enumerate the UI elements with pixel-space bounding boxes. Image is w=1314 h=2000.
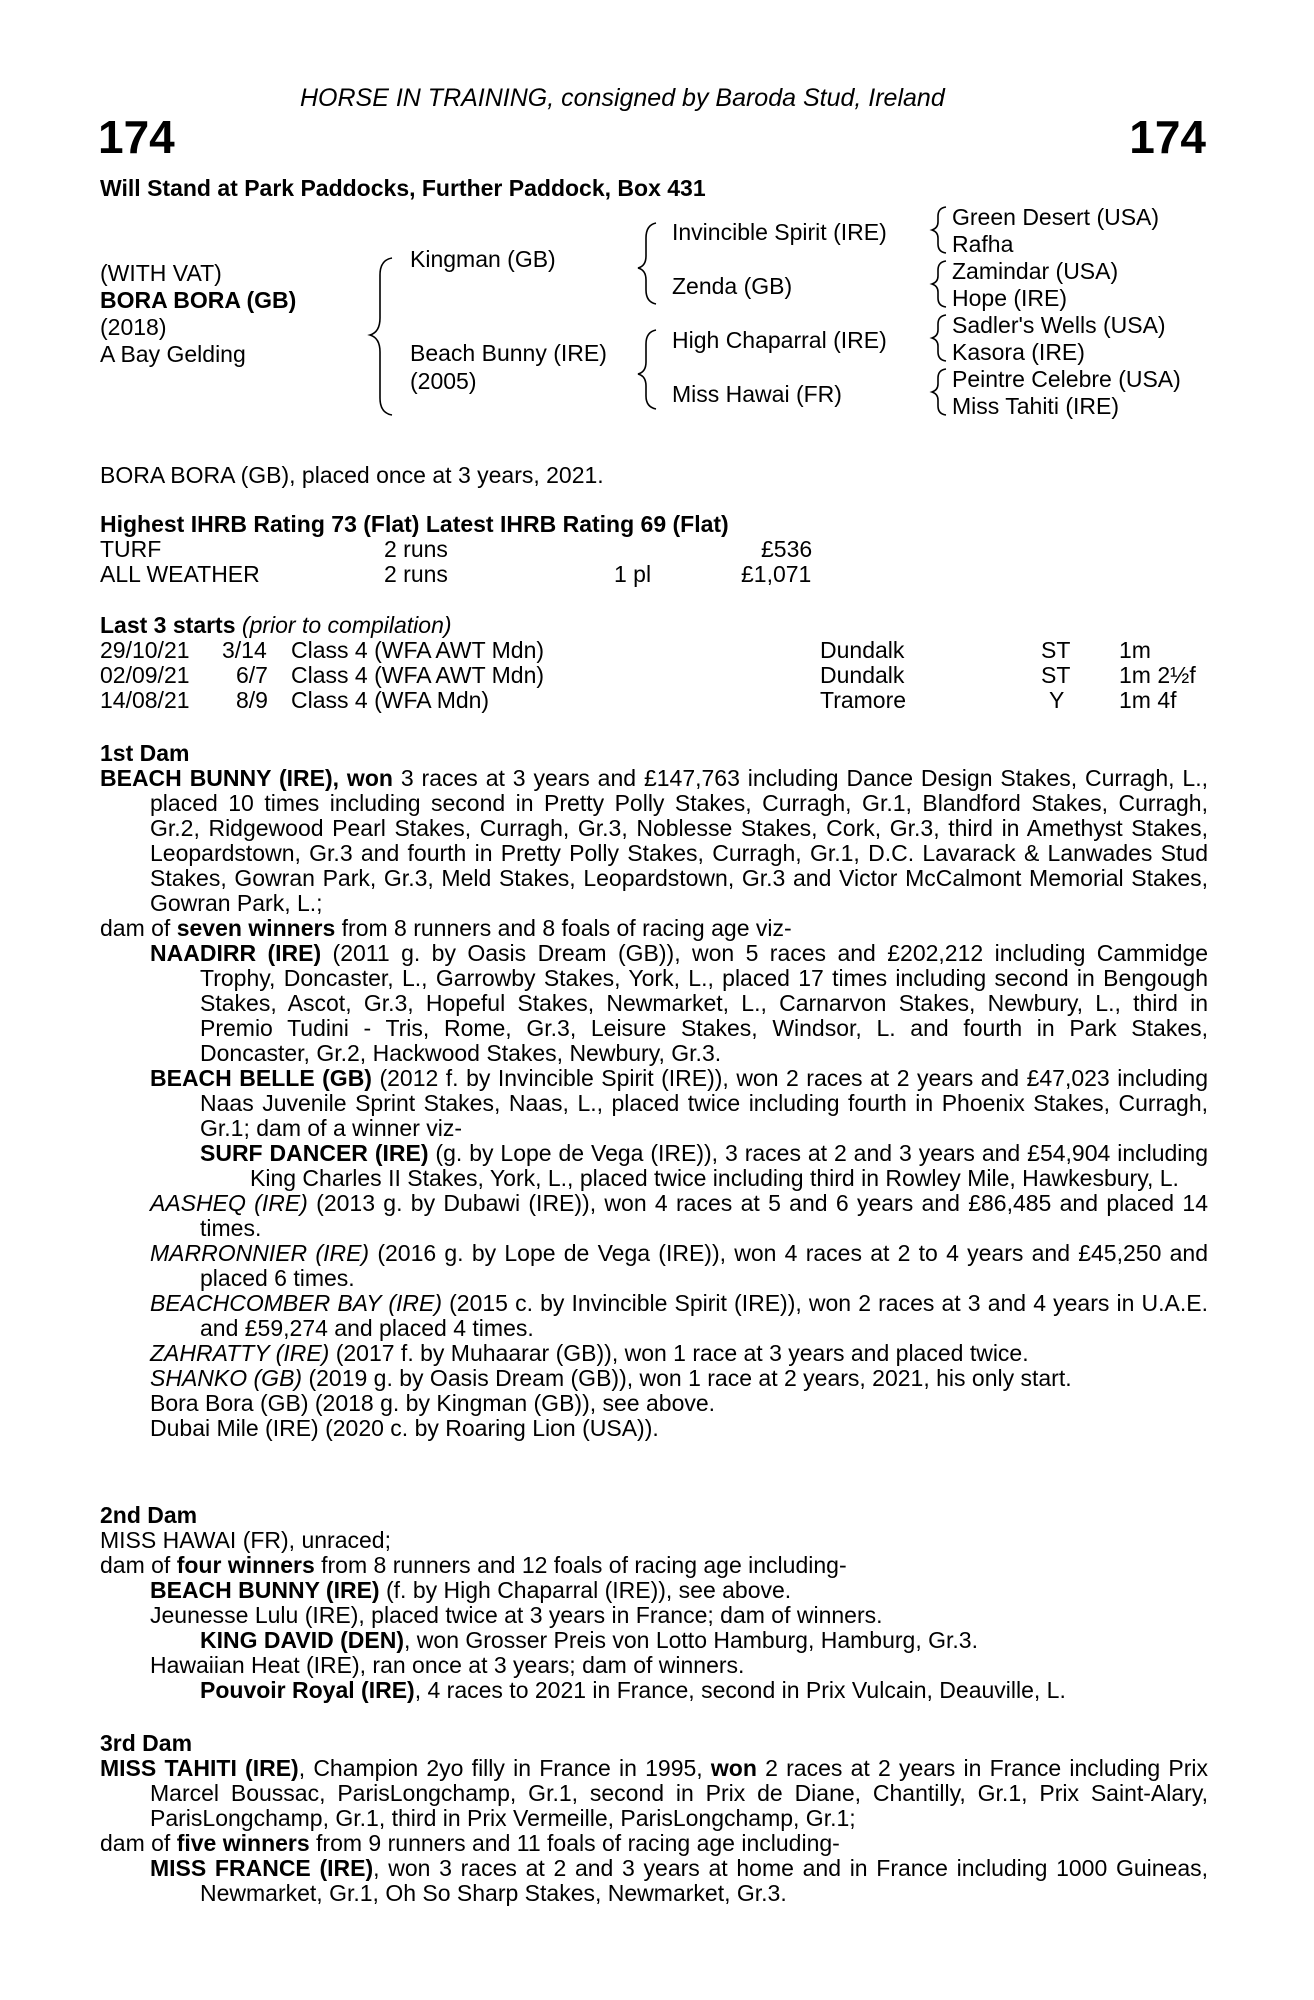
start-race-3: Class 4 (WFA Mdn) <box>291 687 490 713</box>
start-course-3: Tramore <box>820 687 907 713</box>
dam-of-prefix-2: dam of <box>100 1552 177 1578</box>
aw-money: £1,071 <box>741 561 812 587</box>
king-david-name: KING DAVID (DEN) <box>200 1627 405 1653</box>
lot-number-right: 174 <box>1129 111 1206 163</box>
brace-g2 <box>932 261 946 307</box>
second-dam-heading: 2nd Dam <box>100 1502 198 1528</box>
turf-label: TURF <box>100 536 162 562</box>
start-dist-2: 1m 2½f <box>1119 662 1196 688</box>
start-pos-3: 8/9 <box>236 687 268 713</box>
beach-belle-record: (2012 f. by Invincible Spirit (IRE)), won 2 races at 2 years and £47,023 including Naas Juvenile Sprint Stakes, Naas, L., placed twice including fourth in Phoenix Stakes, Curragh, Gr.1; dam of a winner viz- <box>200 1065 1208 1141</box>
start-going-2: ST <box>1041 662 1071 688</box>
gg-8: Miss Tahiti (IRE) <box>952 393 1119 419</box>
sire-sire: Invincible Spirit (IRE) <box>672 219 887 245</box>
surf-dancer-name: SURF DANCER (IRE) <box>200 1140 429 1166</box>
start-dist-1: 1m <box>1119 637 1151 663</box>
start-race-2: Class 4 (WFA AWT Mdn) <box>291 662 545 688</box>
dam-of-suffix: from 8 runners and 8 foals of racing age viz- <box>335 915 792 941</box>
start-date-3: 14/08/21 <box>100 687 190 713</box>
shanko-name: SHANKO (GB) <box>150 1365 303 1391</box>
start-pos-2: 6/7 <box>236 662 268 688</box>
brace-main <box>370 258 392 415</box>
brace-dam <box>638 330 656 409</box>
first-dam-section <box>100 766 1208 1441</box>
start-going-3: Y <box>1049 687 1065 713</box>
first-dam-record: 3 races at 3 years and £147,763 including Dance Design Stakes, Curragh, L., placed 10 times including second in Pretty Polly Stakes, Curragh, Gr.1, Blandford Stakes, Curragh, Gr.2, Ridgewood Pearl Stakes, Curragh, Gr.3, Noblesse Stakes, Cork, Gr.3, third in Amethyst Stakes, Leopardstown, Gr.3 and fourth in Pretty Polly Stakes, Curragh, Gr.1, D.C. Lavarack & Lanwades Stud Stakes, Gowran Park, Gr.3, Meld Stakes, Leopardstown, Gr.3 and Victor McCalmont Memorial Stakes, Gowran Park, L.; <box>150 765 1208 916</box>
miss-france-name: MISS FRANCE (IRE) <box>150 1855 374 1881</box>
start-pos-1: 3/14 <box>222 637 267 663</box>
gg-7: Peintre Celebre (USA) <box>952 366 1181 392</box>
produce-beach-bunny <box>100 1578 1208 1603</box>
turf-money: £536 <box>761 536 813 562</box>
horse-name: BORA BORA (GB) <box>100 287 297 313</box>
second-dam-section <box>100 1528 1208 1703</box>
last-starts-title: Last 3 starts <box>100 612 236 638</box>
first-dam-name: BEACH BUNNY (IRE), won <box>100 765 393 791</box>
zahratty-name: ZAHRATTY (IRE) <box>150 1340 330 1366</box>
last-starts-note: (prior to compilation) <box>241 612 452 638</box>
marronnier-record: (2016 g. by Lope de Vega (IRE)), won 4 races at 2 to 4 years and £45,250 and placed 6 times. <box>200 1240 1208 1291</box>
beach-bunny-name: BEACH BUNNY (IRE) <box>150 1577 380 1603</box>
produce-king-david <box>100 1628 1208 1653</box>
third-dam-heading: 3rd Dam <box>100 1730 193 1756</box>
dam-dam: Miss Hawai (FR) <box>672 381 842 407</box>
produce-dubai-mile: Dubai Mile (IRE) (2020 c. by Roaring Lion (USA)). <box>150 1415 659 1441</box>
aw-placed: 1 pl <box>614 561 652 587</box>
brace-g1 <box>932 207 946 253</box>
aasheq-name: AASHEQ (IRE) <box>150 1190 308 1216</box>
produce-aasheq <box>100 1191 1208 1241</box>
first-dam-produce <box>100 916 1208 941</box>
produce-surf-dancer <box>100 1141 1208 1191</box>
shanko-record: (2019 g. by Oasis Dream (GB)), won 1 race at 2 years, 2021, his only start. <box>302 1365 1072 1391</box>
dam-of-suffix-3: from 9 runners and 11 foals of racing age including- <box>309 1830 840 1856</box>
produce-pouvoir-royal <box>100 1678 1208 1703</box>
produce-zahratty <box>100 1341 1208 1366</box>
third-dam-name: MISS TAHITI (IRE) <box>100 1755 299 1781</box>
aw-label: ALL WEATHER <box>100 561 260 587</box>
sire-name: Kingman (GB) <box>410 246 556 272</box>
produce-marronnier <box>100 1241 1208 1291</box>
third-dam-won: won <box>710 1755 757 1781</box>
produce-beachcomber <box>100 1291 1208 1341</box>
dam-of-winners: seven winners <box>176 915 336 941</box>
stand-location: Will Stand at Park Paddocks, Further Paddock, Box 431 <box>100 175 706 201</box>
third-dam-section <box>100 1756 1208 1906</box>
start-dist-3: 1m 4f <box>1119 687 1177 713</box>
third-dam-intro <box>100 1756 1208 1831</box>
dam-of-prefix: dam of <box>100 915 177 941</box>
lot-number-left: 174 <box>98 111 175 163</box>
start-date-2: 02/09/21 <box>100 662 190 688</box>
pouvoir-royal-record: , 4 races to 2021 in France, second in Prix Vulcain, Deauville, L. <box>414 1677 1066 1703</box>
naadirr-name: NAADIRR (IRE) <box>150 940 322 966</box>
start-date-1: 29/10/21 <box>100 637 190 663</box>
zahratty-record: (2017 f. by Muhaarar (GB)), won 1 race at 3 years and placed twice. <box>329 1340 1029 1366</box>
first-dam-intro <box>100 766 1208 916</box>
gg-3: Zamindar (USA) <box>952 258 1119 284</box>
produce-miss-france <box>100 1856 1208 1906</box>
dam-of-suffix-2: from 8 runners and 12 foals of racing age including- <box>314 1552 847 1578</box>
brace-g4 <box>932 369 946 415</box>
king-david-record: , won Grosser Preis von Lotto Hamburg, Hamburg, Gr.3. <box>404 1627 978 1653</box>
third-dam-produce <box>100 1831 1208 1856</box>
gg-5: Sadler's Wells (USA) <box>952 312 1166 338</box>
dam-of-winners-2: four winners <box>176 1552 315 1578</box>
consignor-line: HORSE IN TRAINING, consigned by Baroda Stud, Ireland <box>300 84 945 112</box>
produce-hawaiian-heat: Hawaiian Heat (IRE), ran once at 3 years; dam of winners. <box>150 1652 745 1678</box>
beachcomber-record: (2015 c. by Invincible Spirit (IRE)), won 2 races at 3 and 4 years in U.A.E. and £59,274 and placed 4 times. <box>200 1290 1208 1341</box>
horse-year: (2018) <box>100 314 167 340</box>
race-summary: BORA BORA (GB), placed once at 3 years, 2021. <box>100 462 604 488</box>
second-dam-intro: MISS HAWAI (FR), unraced; <box>100 1527 391 1553</box>
last-starts-heading <box>100 613 452 638</box>
brace-sire <box>638 223 656 304</box>
beachcomber-name: BEACHCOMBER BAY (IRE) <box>150 1290 443 1316</box>
produce-shanko <box>100 1366 1208 1391</box>
surf-dancer-record: (g. by Lope de Vega (IRE)), 3 races at 2 and 3 years and £54,904 including King Charles II Stakes, York, L., placed twice including third in Rowley Mile, Hawkesbury, L. <box>250 1140 1208 1191</box>
gg-4: Hope (IRE) <box>952 285 1068 311</box>
gg-2: Rafha <box>952 231 1014 257</box>
aw-runs: 2 runs <box>384 561 448 587</box>
pouvoir-royal-name: Pouvoir Royal (IRE) <box>200 1677 415 1703</box>
gg-6: Kasora (IRE) <box>952 339 1085 365</box>
start-course-1: Dundalk <box>820 637 905 663</box>
horse-description: A Bay Gelding <box>100 341 246 367</box>
second-dam-produce <box>100 1553 1208 1578</box>
brace-g3 <box>932 315 946 361</box>
start-race-1: Class 4 (WFA AWT Mdn) <box>291 637 545 663</box>
dam-year: (2005) <box>410 368 477 394</box>
sire-dam: Zenda (GB) <box>672 273 793 299</box>
start-course-2: Dundalk <box>820 662 905 688</box>
naadirr-record: (2011 g. by Oasis Dream (GB)), won 5 races and £202,212 including Cammidge Trophy, Doncaster, L., Garrowby Stakes, York, L., placed 17 times including second in Bengough Stakes, Ascot, Gr.3, Hopeful Stakes, Newmarket, L., Carnarvon Stakes, Newbury, L., third in Premio Tudini - Tris, Rome, Gr.3, Leisure Stakes, Windsor, L. and fourth in Park Stakes, Doncaster, Gr.2, Hackwood Stakes, Newbury, Gr.3. <box>200 940 1208 1066</box>
produce-naadirr <box>100 941 1208 1066</box>
produce-jeunesse-lulu: Jeunesse Lulu (IRE), placed twice at 3 years in France; dam of winners. <box>150 1602 883 1628</box>
dam-name: Beach Bunny (IRE) <box>410 340 607 366</box>
vat-label: (WITH VAT) <box>100 260 222 286</box>
produce-beach-belle <box>100 1066 1208 1141</box>
miss-france-record: , won 3 races at 2 and 3 years at home and in France including 1000 Guineas, Newmarket, Gr.1, Oh So Sharp Stakes, Newmarket, Gr.3. <box>200 1855 1209 1906</box>
gg-1: Green Desert (USA) <box>952 204 1160 230</box>
first-dam-heading: 1st Dam <box>100 740 190 766</box>
beach-belle-name: BEACH BELLE (GB) <box>150 1065 372 1091</box>
aasheq-record: (2013 g. by Dubawi (IRE)), won 4 races at 5 and 6 years and £86,485 and placed 14 times. <box>200 1190 1208 1241</box>
ratings-heading: Highest IHRB Rating 73 (Flat) Latest IHRB Rating 69 (Flat) <box>100 511 729 537</box>
third-dam-champion: , Champion 2yo filly in France in 1995, <box>298 1755 711 1781</box>
third-dam-record: 2 races at 2 years in France including Prix Marcel Boussac, ParisLongchamp, Gr.1, second in Prix de Diane, Chantilly, Gr.1, Prix Saint-Alary, ParisLongchamp, Gr.1, third in Prix Vermeille, ParisLongchamp, Gr.1; <box>150 1755 1208 1831</box>
dam-of-prefix-3: dam of <box>100 1830 177 1856</box>
produce-bora-bora: Bora Bora (GB) (2018 g. by Kingman (GB)), see above. <box>150 1390 716 1416</box>
start-going-1: ST <box>1041 637 1071 663</box>
dam-of-winners-3: five winners <box>176 1830 310 1856</box>
marronnier-name: MARRONNIER (IRE) <box>150 1240 370 1266</box>
turf-runs: 2 runs <box>384 536 448 562</box>
dam-sire: High Chaparral (IRE) <box>672 327 887 353</box>
beach-bunny-record: (f. by High Chaparral (IRE)), see above. <box>379 1577 792 1603</box>
